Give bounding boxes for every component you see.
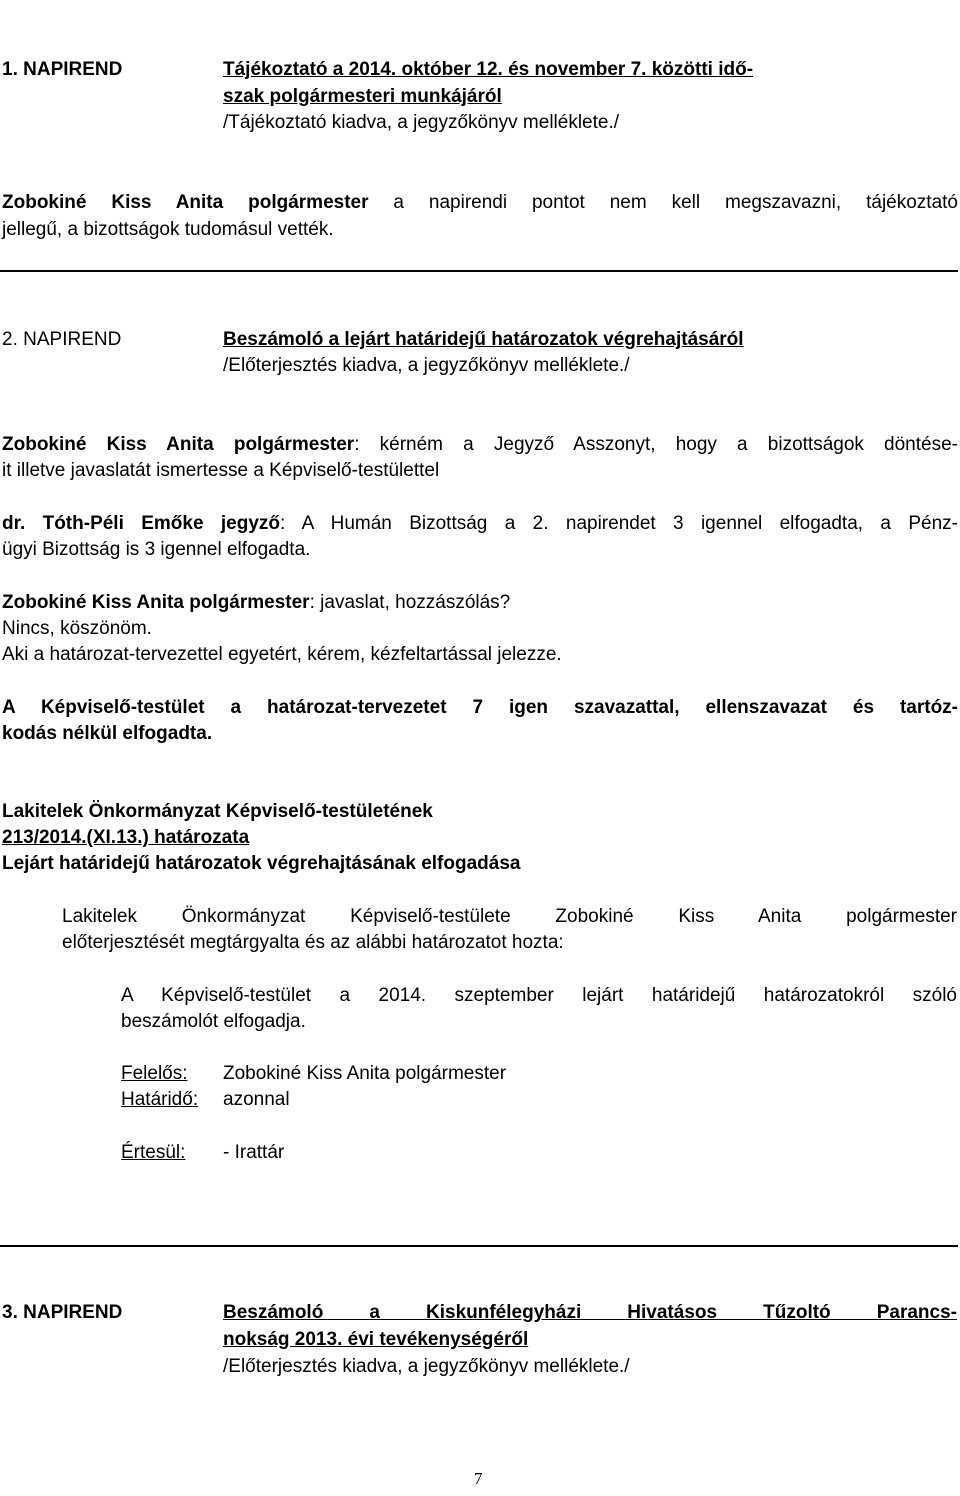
item2-p4: Nincs, köszönöm.	[2, 618, 152, 639]
resolution-intro-line1: Lakitelek Önkormányzat Képviselő-testülete Zobokiné Kiss Anita polgármester	[62, 906, 957, 927]
item2-p2-line1	[2, 511, 958, 537]
item2-title: Beszámoló a lejárt határidejű határozatok végrehajtásáról	[223, 329, 744, 350]
item2-p2-text: : A Humán Bizottság a 2. napirendet 3 igennel elfogadta, a Pénz-	[280, 513, 958, 534]
notified-label: Értesül:	[121, 1142, 186, 1163]
item2-p1-line2: it illetve javaslatát ismertesse a Képviselő-testülettel	[2, 460, 440, 481]
page-number: 7	[474, 1469, 483, 1488]
deadline-value: azonnal	[223, 1089, 290, 1110]
resolution-intro-line2: előterjesztését megtárgyalta és az alábbi határozatot hozta:	[62, 932, 564, 953]
resolution-decision-line1: A Képviselő-testület a 2014. szeptember lejárt határidejű határozatokról szóló	[121, 985, 957, 1006]
item3-title-line2: nokság 2013. évi tevékenységéről	[223, 1329, 529, 1350]
item2-p3	[2, 590, 510, 616]
resolution-decision-line2: beszámolót elfogadja.	[121, 1011, 306, 1032]
responsible-label: Felelős:	[121, 1063, 188, 1084]
item2-p5: Aki a határozat-tervezettel egyetért, kérem, kézfeltartással jelezze.	[2, 644, 562, 665]
item2-p3-speaker: Zobokiné Kiss Anita polgármester	[2, 592, 310, 613]
item2-p2-speaker: dr. Tóth-Péli Emőke jegyző	[2, 513, 281, 534]
item1-title-line2: szak polgármesteri munkájáról	[223, 86, 502, 107]
item2-p2-line2: ügyi Bizottság is 3 igennel elfogadta.	[2, 539, 311, 560]
item3-note: /Előterjesztés kiadva, a jegyzőkönyv melléklete./	[223, 1356, 630, 1377]
item2-p3-text: : javaslat, hozzászólás?	[309, 592, 511, 613]
item3-label: 3. NAPIREND	[2, 1302, 123, 1323]
item2-note: /Előterjesztés kiadva, a jegyzőkönyv melléklete./	[223, 355, 630, 376]
item2-p1-speaker: Zobokiné Kiss Anita polgármester	[2, 434, 355, 455]
item1-note: /Tájékoztató kiadva, a jegyzőkönyv melléklete./	[223, 112, 620, 133]
item1-text-line2: jellegű, a bizottságok tudomásul vették.	[2, 219, 334, 240]
item1-speaker: Zobokiné Kiss Anita polgármester	[2, 192, 369, 213]
item1-title-line1: Tájékoztató a 2014. október 12. és november 7. közötti idő-	[223, 59, 754, 80]
resolution-number: 213/2014.(XI.13.) határozata	[2, 827, 250, 848]
item1-paragraph-line1	[2, 190, 958, 216]
item2-p1-text: : kérném a Jegyző Asszonyt, hogy a bizottságok döntése-	[354, 434, 958, 455]
resolution-subject: Lejárt határidejű határozatok végrehajtásának elfogadása	[2, 853, 521, 874]
item2-vote-line1: A Képviselő-testület a határozat-tervezetet 7 igen szavazattal, ellenszavazat és tartóz-	[2, 697, 958, 718]
item2-p1-line1	[2, 432, 958, 458]
deadline-label: Határidő:	[121, 1089, 199, 1110]
item2-label: 2. NAPIREND	[2, 329, 122, 350]
item2-vote-line2: kodás nélkül elfogadta.	[2, 723, 213, 744]
separator-rule	[0, 1245, 958, 1247]
item1-text-line1: a napirendi pontot nem kell megszavazni, tájékoztató	[368, 192, 958, 213]
item3-title-line1: Beszámoló a Kiskunfélegyházi Hivatásos Tűzoltó Parancs-	[223, 1302, 957, 1323]
responsible-value: Zobokiné Kiss Anita polgármester	[223, 1063, 507, 1084]
separator-rule	[0, 270, 958, 272]
notified-value: - Irattár	[223, 1142, 285, 1163]
resolution-heading-line1: Lakitelek Önkormányzat Képviselő-testületének	[2, 801, 433, 822]
item1-label: 1. NAPIREND	[2, 59, 123, 80]
